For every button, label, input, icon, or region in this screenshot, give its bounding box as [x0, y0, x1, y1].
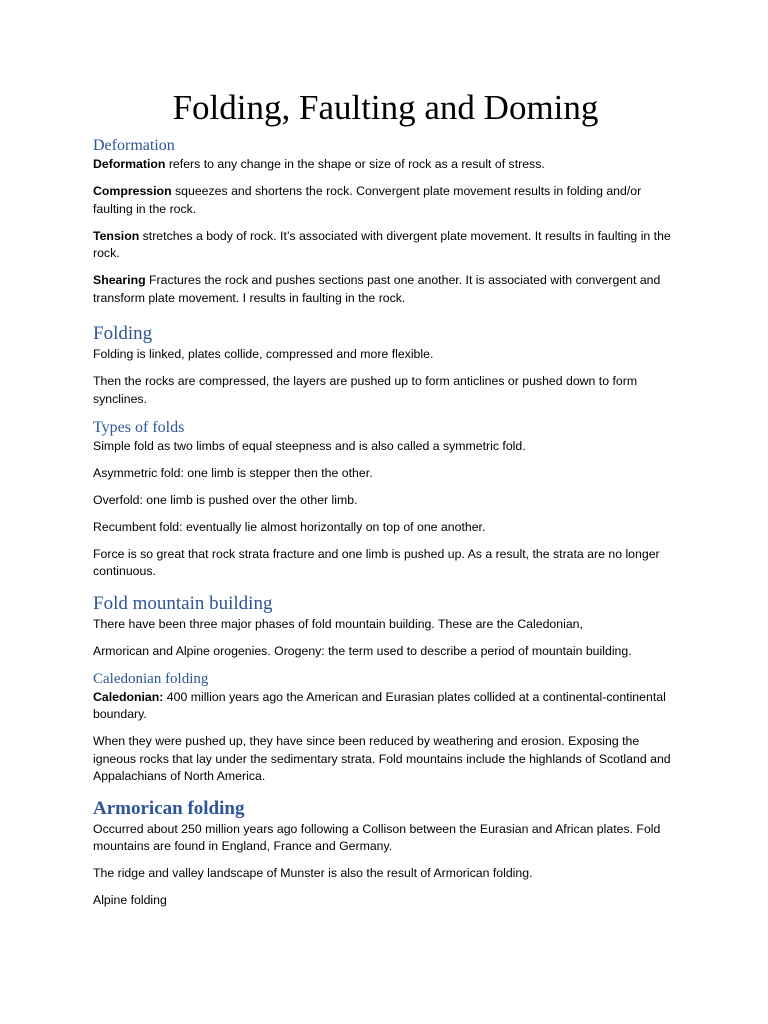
paragraph-asymmetric-fold: Asymmetric fold: one limb is stepper then the other. [93, 465, 373, 480]
paragraph-deformation [93, 156, 678, 174]
term-compression: Compression [93, 184, 172, 198]
paragraph-fold-mountain-1: There have been three major phases of fold mountain building. These are the Caledonian, [93, 616, 583, 631]
paragraph-armorican-2: The ridge and valley landscape of Munster is also the result of Armorican folding. [93, 866, 533, 880]
text-compression: squeezes and shortens the rock. Convergent plate movement results in folding and/or faulting in the rock. [93, 184, 642, 216]
paragraph-folding-2: Then the rocks are compressed, the layers are pushed up to form anticlines or pushed down to form synclines. [93, 374, 638, 406]
heading-types-of-folds: Types of folds [93, 418, 185, 436]
text-shearing: Fractures the rock and pushes sections past one another. It is associated with convergent and transform plate movement. I results in faulting in the rock. [93, 273, 661, 305]
paragraph-recumbent-fold: Recumbent fold: eventually lie almost horizontally on top of one another. [93, 519, 486, 534]
text-tension: stretches a body of rock. It’s associated with divergent plate movement. It results in faulting in the rock. [93, 228, 671, 260]
paragraph-caledonian-2: When they were pushed up, they have since been reduced by weathering and erosion. Exposing the igneous rocks that lay under the sedimentary strata. Fold mountains include the highlands of Scotland and Appalachians of North America. [93, 734, 671, 783]
heading-armorican-folding: Armorican folding [93, 797, 245, 819]
heading-fold-mountain-building: Fold mountain building [93, 592, 273, 614]
heading-folding: Folding [93, 323, 153, 344]
paragraph-fault-fold: Force is so great that rock strata fracture and one limb is pushed up. As a result, the strata are no longer continuous. [93, 546, 660, 578]
paragraph-simple-fold: Simple fold as two limbs of equal steepness and is also called a symmetric fold. [93, 438, 526, 453]
paragraph-alpine-folding: Alpine folding [93, 893, 167, 907]
paragraph-fold-mountain-2: Armorican and Alpine orogenies. Orogeny: the term used to describe a period of mountain building. [93, 643, 632, 658]
term-shearing: Shearing [93, 273, 146, 287]
paragraph-tension [93, 228, 678, 263]
heading-caledonian-folding: Caledonian folding [93, 670, 209, 687]
text-caledonian: 400 million years ago the American and Eurasian plates collided at a continental-continental boundary. [93, 689, 666, 721]
paragraph-overfold: Overfold: one limb is pushed over the other limb. [93, 492, 358, 507]
paragraph-compression [93, 183, 678, 218]
paragraph-folding-1: Folding is linked, plates collide, compressed and more flexible. [93, 347, 434, 361]
term-tension: Tension [93, 228, 140, 243]
text-deformation: refers to any change in the shape or size of rock as a result of stress. [165, 157, 545, 171]
page-title: Folding, Faulting and Doming [172, 88, 599, 127]
paragraph-caledonian-1 [93, 689, 678, 724]
paragraph-shearing [93, 272, 678, 307]
paragraph-armorican-1: Occurred about 250 million years ago following a Collison between the Eurasian and African plates. Fold mountains are found in England, France and Germany. [93, 821, 661, 853]
heading-deformation: Deformation [93, 137, 175, 154]
term-deformation: Deformation [93, 157, 166, 171]
document-body [93, 86, 678, 919]
term-caledonian: Caledonian: [93, 689, 164, 704]
